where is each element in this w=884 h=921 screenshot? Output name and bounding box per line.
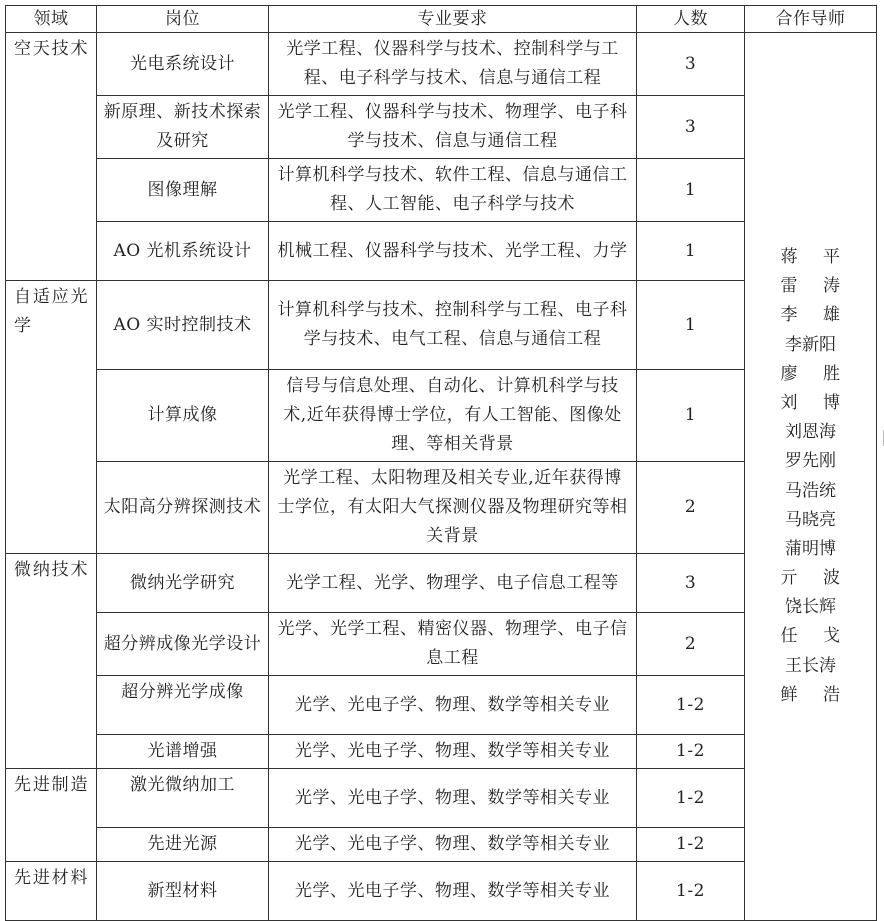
count-cell: 3: [637, 33, 745, 96]
requirement-cell: 光学、光电子学、物理、数学等相关专业: [269, 862, 637, 921]
position-cell: 图像理解: [97, 159, 269, 222]
position-cell: 新型材料: [97, 862, 269, 921]
count-cell: 2: [637, 613, 745, 676]
position-cell: 微纳光学研究: [97, 554, 269, 613]
advisor-name: 王长涛: [785, 655, 836, 676]
header-row: [6, 6, 877, 33]
position-cell: 超分辨光学成像: [97, 676, 269, 735]
count-cell: 1: [637, 370, 745, 462]
requirement-cell: 光学工程、仪器科学与技术、控制科学与工程、电子科学与技术、信息与通信工程: [269, 33, 637, 96]
advisor-name: 蒋平: [780, 247, 841, 267]
count-cell: 2: [637, 462, 745, 554]
count-cell: 1-2: [637, 862, 745, 921]
count-cell: 1: [637, 159, 745, 222]
requirement-cell: 光学、光电子学、物理、数学等相关专业: [269, 828, 637, 862]
requirement-cell: 信号与信息处理、自动化、计算机科学与技术,近年获得博士学位，有人工智能、图像处理、等相关背景: [269, 370, 637, 462]
advisor-name: 鲜浩: [780, 684, 841, 705]
header-requirement: 专业要求: [269, 6, 637, 33]
area-cell: 先进制造: [6, 769, 97, 862]
count-cell: 1: [637, 281, 745, 370]
advisor-name: 马浩统: [785, 480, 836, 501]
position-cell: 新原理、新技术探索及研究: [97, 96, 269, 159]
advisor-name: 亓波: [780, 568, 841, 589]
advisor-name: 李雄: [780, 305, 841, 326]
header-area: 领域: [6, 6, 97, 33]
count-cell: 1-2: [637, 676, 745, 735]
advisor-name: 雷涛: [780, 276, 841, 297]
advisor-name: 马晓亮: [785, 509, 836, 530]
recruitment-table: [5, 5, 877, 921]
header-position: 岗位: [97, 6, 269, 33]
header-count: 人数: [637, 6, 745, 33]
requirement-cell: 计算机科学与技术、控制科学与工程、电子科学与技术、电气工程、信息与通信工程: [269, 281, 637, 370]
position-cell: 光谱增强: [97, 735, 269, 769]
position-cell: AO 光机系统设计: [97, 222, 269, 281]
area-cell: 微纳技术: [6, 554, 97, 769]
count-cell: 1: [637, 222, 745, 281]
advisor-name: 罗先刚: [785, 451, 836, 472]
area-cell: 空天技术: [6, 33, 97, 281]
count-cell: 3: [637, 96, 745, 159]
requirement-cell: 光学、光电子学、物理、数学等相关专业: [269, 735, 637, 769]
advisor-name: 饶长辉: [785, 597, 836, 618]
requirement-cell: 机械工程、仪器科学与技术、光学工程、力学: [269, 222, 637, 281]
area-cell: 先进材料: [6, 862, 97, 921]
page-edge-mark: [879, 430, 884, 446]
requirement-cell: 计算机科学与技术、软件工程、信息与通信工程、人工智能、电子科学与技术: [269, 159, 637, 222]
header-advisor: 合作导师: [745, 6, 877, 33]
position-cell: 太阳高分辨探测技术: [97, 462, 269, 554]
requirement-cell: 光学工程、光学、物理学、电子信息工程等: [269, 554, 637, 613]
position-cell: 计算成像: [97, 370, 269, 462]
advisor-name: 蒲明博: [785, 538, 836, 559]
position-cell: 激光微纳加工: [97, 769, 269, 828]
requirement-cell: 光学、光学工程、精密仪器、物理学、电子信息工程: [269, 613, 637, 676]
requirement-cell: 光学、光电子学、物理、数学等相关专业: [269, 769, 637, 828]
advisor-name: 李新阳: [785, 334, 836, 355]
advisor-name: 刘博: [780, 392, 841, 413]
count-cell: 1-2: [637, 769, 745, 828]
table-row: [6, 33, 877, 96]
count-cell: 3: [637, 554, 745, 613]
position-cell: 超分辨成像光学设计: [97, 613, 269, 676]
advisor-name: 廖胜: [780, 363, 841, 384]
requirement-cell: 光学、光电子学、物理、数学等相关专业: [269, 676, 637, 735]
requirement-cell: 光学工程、太阳物理及相关专业,近年获得博士学位，有太阳大气探测仪器及物理研究等相关背景: [269, 462, 637, 554]
position-cell: 先进光源: [97, 828, 269, 862]
count-cell: 1-2: [637, 828, 745, 862]
position-cell: AO 实时控制技术: [97, 281, 269, 370]
requirement-cell: 光学工程、仪器科学与技术、物理学、电子科学与技术、信息与通信工程: [269, 96, 637, 159]
position-cell: 光电系统设计: [97, 33, 269, 96]
advisor-name: 刘恩海: [785, 422, 836, 443]
advisor-name: 任戈: [780, 626, 841, 647]
count-cell: 1-2: [637, 735, 745, 769]
area-cell: 自适应光学: [6, 281, 97, 554]
advisor-list: [745, 33, 877, 921]
